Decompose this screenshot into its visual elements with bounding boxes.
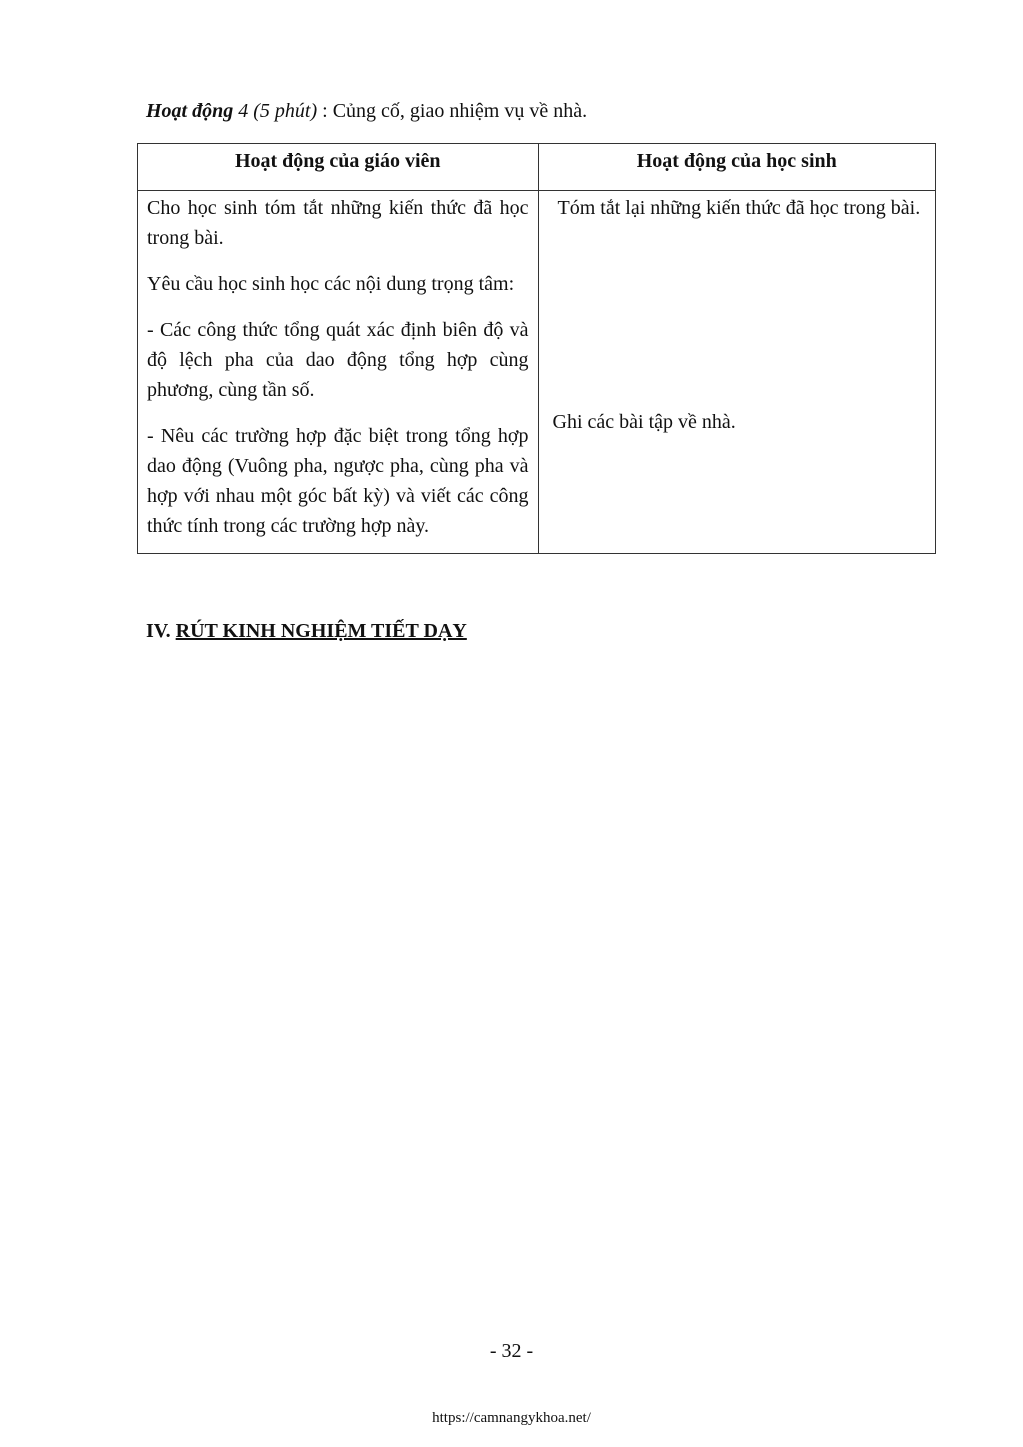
activity-description: : Củng cố, giao nhiệm vụ về nhà. [317,100,588,122]
student-item: Tóm tắt lại những kiến thức đã học trong bài. [547,197,921,219]
teacher-item: Yêu cầu học sinh học các nội dung trọng tâm: [147,273,515,295]
teacher-column-header: Hoạt động của giáo viên [138,144,539,191]
table-header-row [138,144,936,191]
table-row [138,191,936,554]
activity-label: Hoạt động [146,100,234,122]
section-number: IV. [146,620,176,642]
page-number: - 32 - [489,1340,534,1362]
activity-table [137,143,936,554]
teacher-activities-cell [138,191,539,554]
teacher-item: - Nêu các trường hợp đặc biệt trong tổng hợp dao động (Vuông pha, ngược pha, cùng pha và hợp với nhau một góc bất kỳ) và viết các công thức tính trong các trường hợp này. [147,425,529,537]
teacher-item: - Các công thức tổng quát xác định biên độ và độ lệch pha của dao động tổng hợp cùng phương, cùng tần số. [147,319,529,401]
activity-duration: 4 (5 phút) [233,100,318,122]
student-activities-cell [538,191,936,554]
student-item: Ghi các bài tập về nhà. [552,411,736,433]
section-title: RÚT KINH NGHIỆM TIẾT DẠY [175,620,467,642]
section-heading [146,618,467,644]
student-column-header: Hoạt động của học sinh [538,144,936,191]
footer-url: https://camnangykhoa.net/ [432,1410,591,1426]
activity-heading [146,98,587,124]
teacher-item: Cho học sinh tóm tắt những kiến thức đã học trong bài. [147,197,529,249]
